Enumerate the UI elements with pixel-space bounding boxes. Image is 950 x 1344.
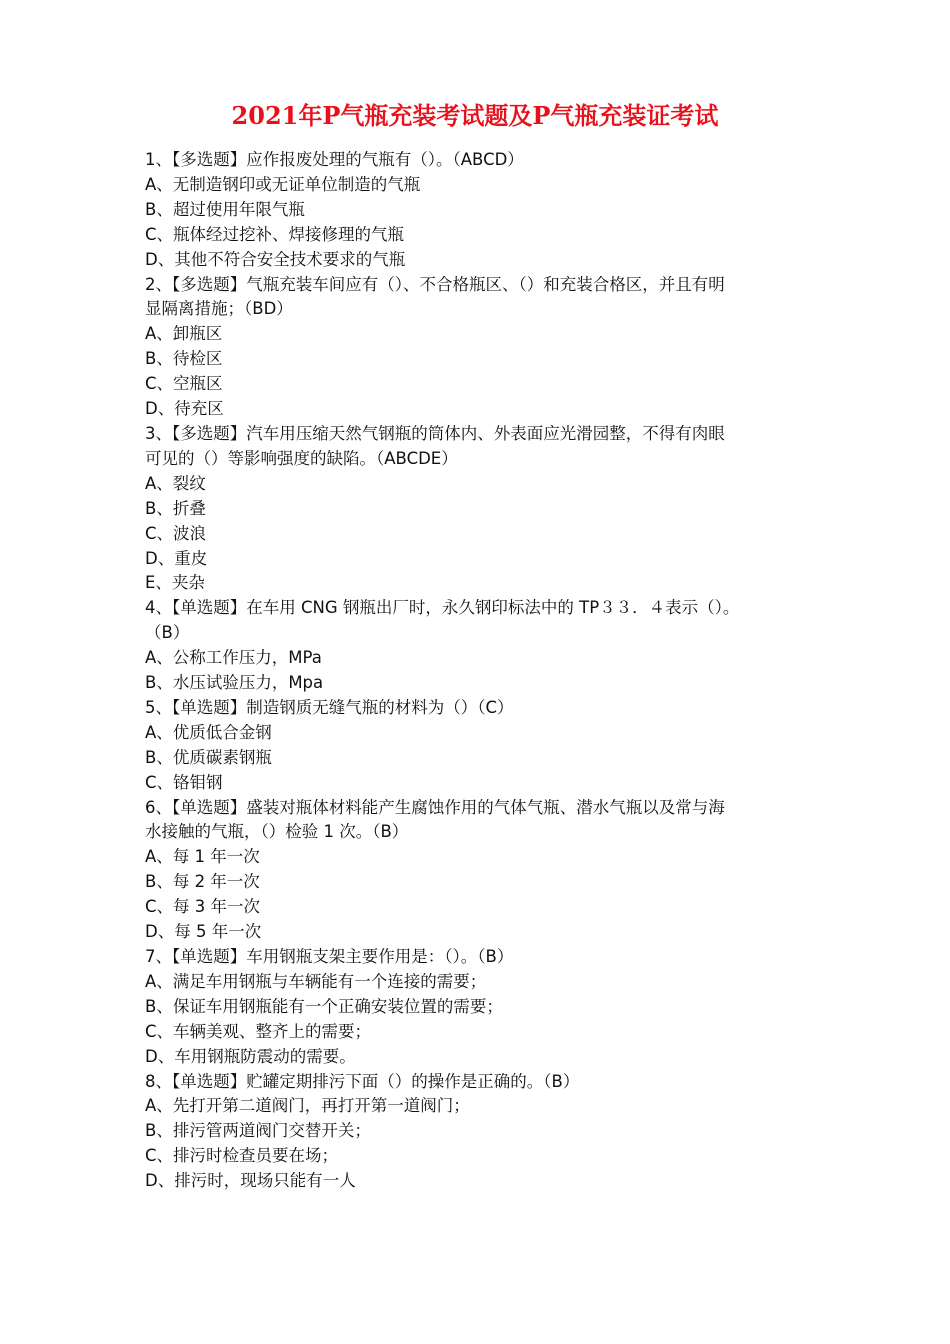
question-7-stem: 7、【单选题】车用钢瓶支架主要作用是：（）。（B）: [145, 947, 514, 966]
question-6-stem: 6、【单选题】盛装对瓶体材料能产生腐蚀作用的气体气瓶、潜水气瓶以及常与海: [145, 797, 725, 817]
question-3-option-e: E、夹杂: [145, 573, 205, 593]
question-4-stem: 4、【单选题】在车用 CNG 钢瓶出厂时，永久钢印标法中的 TP３３．４表示（）。: [145, 598, 740, 618]
question-7-option-c: C、车辆美观、整齐上的需要；: [145, 1021, 372, 1041]
question-5-option-b: B、优质碳素钢瓶: [145, 747, 272, 767]
question-2-option-c: C、空瓶区: [145, 374, 223, 394]
question-1-option-b: B、超过使用年限气瓶: [145, 199, 305, 219]
question-8-option-b: B、排污管两道阀门交替开关；: [145, 1121, 371, 1141]
question-1-option-c: C、瓶体经过挖补、焊接修理的气瓶: [145, 224, 405, 244]
question-6-option-d: D、每 5 年一次: [145, 922, 262, 942]
page-title: 2021年P气瓶充装考试题及P气瓶充装证考试: [231, 101, 719, 130]
question-4-option-a: A、公称工作压力，MPa: [145, 648, 322, 668]
question-6-option-a: A、每 1 年一次: [145, 847, 260, 867]
question-8-option-d: D、排污时，现场只能有一人: [145, 1171, 356, 1191]
question-4-option-b: B、水压试验压力，Mpa: [145, 673, 324, 693]
question-8-option-a: A、先打开第二道阀门，再打开第一道阀门；: [145, 1096, 470, 1116]
question-3-option-a: A、裂纹: [145, 473, 206, 493]
question-2-option-b: B、待检区: [145, 349, 223, 369]
question-3-stem-continued: 可见的（）等影响强度的缺陷。（ABCDE）: [145, 448, 458, 468]
question-3-option-d: D、重皮: [145, 548, 208, 568]
question-6-stem-continued: 水接触的气瓶，（）检验 1 次。（B）: [145, 822, 409, 842]
question-list: [145, 148, 820, 1194]
question-5-option-a: A、优质低合金钢: [145, 722, 272, 742]
question-4-stem-continued: （B）: [145, 623, 190, 643]
question-3-stem: 3、【多选题】汽车用压缩天然气钢瓶的筒体内、外表面应光滑园整，不得有肉眼: [145, 423, 725, 443]
question-2-option-d: D、待充区: [145, 399, 224, 419]
question-8-stem: 8、【单选题】贮罐定期排污下面（）的操作是正确的。（B）: [145, 1071, 580, 1091]
question-5-stem: 5、【单选题】制造钢质无缝气瓶的材料为（）（C）: [145, 697, 514, 717]
question-8-option-c: C、排污时检查员要在场；: [145, 1146, 339, 1166]
question-3-option-c: C、波浪: [145, 523, 207, 543]
question-1-option-d: D、其他不符合安全技术要求的气瓶: [145, 249, 406, 269]
question-6-option-b: B、每 2 年一次: [145, 872, 260, 892]
question-7-option-a: A、满足车用钢瓶与车辆能有一个连接的需要；: [145, 971, 487, 991]
question-1-stem: 1、【多选题】应作报废处理的气瓶有（）。（ABCD）: [145, 150, 524, 169]
question-2-stem: 2、【多选题】气瓶充装车间应有（）、不合格瓶区、（）和充装合格区，并且有明: [145, 274, 725, 294]
question-1-option-a: A、无制造钢印或无证单位制造的气瓶: [145, 174, 421, 194]
question-6-option-c: C、每 3 年一次: [145, 897, 261, 917]
question-7-option-b: B、保证车用钢瓶能有一个正确安装位置的需要；: [145, 996, 503, 1016]
question-7-option-d: D、车用钢瓶防震动的需要。: [145, 1046, 356, 1066]
question-2-stem-continued: 显隔离措施；（BD）: [145, 299, 293, 319]
question-3-option-b: B、折叠: [145, 498, 206, 518]
question-5-option-c: C、铬钼钢: [145, 772, 223, 792]
question-2-option-a: A、卸瓶区: [145, 324, 223, 344]
